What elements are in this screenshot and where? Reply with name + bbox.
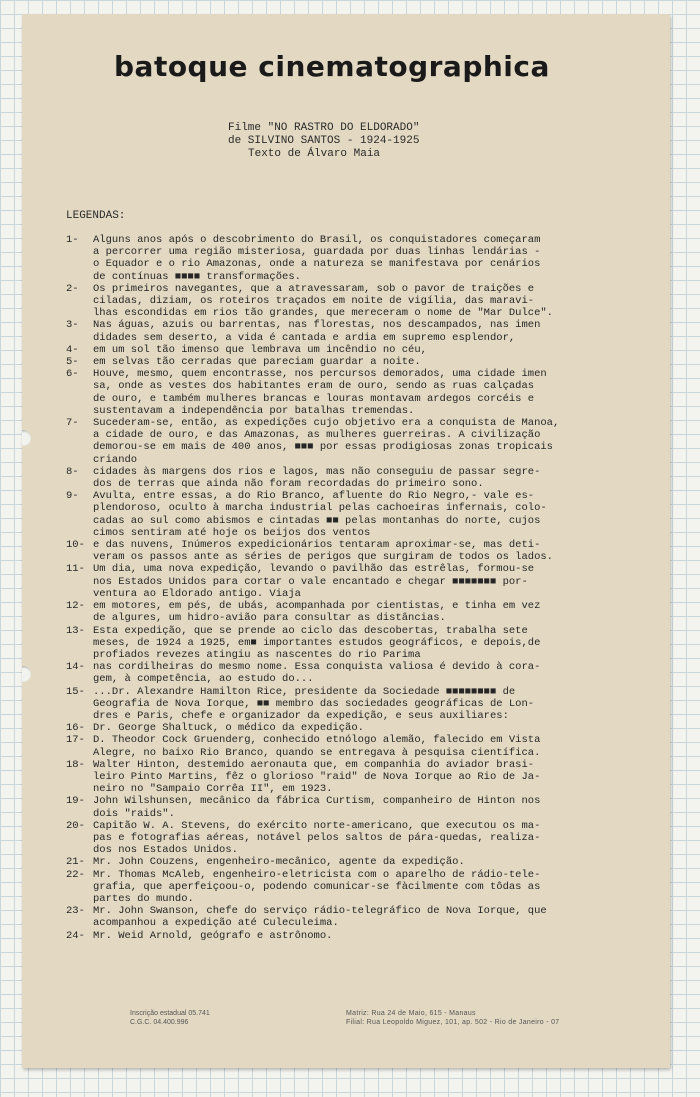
legenda-line: nos Estados Unidos para cortar o vale encantado e chegar ■■■■■■■ por-	[93, 575, 528, 588]
legenda-item	[66, 820, 662, 857]
legenda-line: plendoroso, oculto à marcha industrial pelas cachoeiras infernais, colo-	[93, 502, 547, 515]
legenda-line: D. Theodor Cock Gruenderg, conhecido etnólogo alemão, falecido em Vista	[93, 734, 541, 747]
legenda-text	[93, 905, 662, 929]
punch-hole	[22, 666, 31, 682]
legenda-line: cidades às margens dos rios e lagos, mas não conseguiu de passar segre-	[93, 465, 541, 478]
legenda-line: didades sem deserto, a vida é cantada e ardia em supremo esplendor,	[93, 331, 516, 344]
legenda-item	[66, 686, 662, 723]
legenda-line: de contínuas ■■■■ transformações.	[93, 270, 301, 283]
legenda-item	[66, 466, 662, 490]
legenda-text	[93, 820, 662, 857]
legenda-line: Geografia de Nova Iorque, ■■ membro das sociedades geográficas de Lon-	[93, 697, 535, 710]
film-header	[228, 122, 528, 161]
legenda-line: lhas escondidas em rios tão grandes, que mereceram o nome de "Mar Dulce".	[93, 307, 553, 320]
legenda-item	[66, 856, 662, 868]
legenda-line: a cidade de ouro, e das Amazonas, as mulheres guerreiras. A civilização	[93, 429, 541, 442]
legenda-line: Mr. Thomas McAleb, engenheiro-eletricista com o aparelho de rádio-tele-	[93, 868, 541, 881]
legenda-item	[66, 661, 662, 685]
legenda-text	[93, 344, 662, 356]
legenda-number: 23-	[66, 905, 85, 918]
legenda-line: em um sol tão imenso que lembrava um incêndio no céu,	[93, 343, 427, 356]
legenda-line: de algures, um hidro-avião para consultar as distâncias.	[93, 612, 446, 625]
legenda-line: em selvas tão cerradas que pareciam guardar a noite.	[93, 356, 421, 369]
legenda-text	[93, 563, 662, 600]
legenda-line: Esta expedição, que se prende ao ciclo das descobertas, trabalha sete	[93, 624, 528, 637]
legenda-line: grafia, que aperfeiçoou-o, podendo comunicar-se fàcilmente com tôdas as	[93, 880, 541, 893]
legenda-line: Mr. John Couzens, engenheiro-mecânico, agente da expedição.	[93, 856, 465, 869]
legenda-line: meses, de 1924 a 1925, em■ importantes estudos geográficos, e depois,de	[93, 636, 541, 649]
legenda-text	[93, 417, 662, 466]
legenda-line: cadas ao sul como abismos e cintadas ■■ pelas montanhas do norte, cujos	[93, 514, 541, 527]
legenda-line: acompanhou a expedição até Culeculeima.	[93, 917, 339, 930]
legenda-line: profiados revezes atingiu as nascentes do rio Parima	[93, 648, 421, 661]
legenda-number: 20-	[66, 819, 85, 832]
legenda-number: 4-	[66, 343, 79, 356]
legenda-text	[93, 722, 662, 734]
legenda-line: Os primeiros navegantes, que a atravessaram, sob o pavor de traições e	[93, 282, 535, 295]
legenda-line: dois "raids".	[93, 807, 175, 820]
legenda-number: 14-	[66, 661, 85, 674]
legenda-item	[66, 490, 662, 539]
legenda-line: sa, onde as vestes dos habitantes eram de ouro, sendo as ruas calçadas	[93, 380, 535, 393]
legenda-text	[93, 356, 662, 368]
legenda-number: 13-	[66, 624, 85, 637]
legenda-line: ciladas, diziam, os roteiros traçados em noite de vigília, das maravi-	[93, 295, 535, 308]
legenda-number: 19-	[66, 795, 85, 808]
legenda-line: Houve, mesmo, quem encontrasse, nos percursos demorados, uma cidade imen	[93, 368, 547, 381]
legendas-list	[66, 234, 662, 942]
legenda-line: neiro no "Sampaio Corrêa II", em 1923.	[93, 783, 333, 796]
footer-line: Matriz: Rua 24 de Maio, 615 - Manaus	[346, 1010, 476, 1017]
legenda-number: 12-	[66, 600, 85, 613]
film-director: de SILVINO SANTOS - 1924-1925	[228, 135, 420, 147]
legenda-item	[66, 869, 662, 906]
legenda-number: 15-	[66, 685, 85, 698]
legenda-text	[93, 661, 662, 685]
film-title: Filme "NO RASTRO DO ELDORADO"	[228, 122, 420, 134]
legenda-item	[66, 539, 662, 563]
legenda-line: dos de terras que ainda não foram recordadas do primeiro sono.	[93, 478, 484, 491]
legenda-number: 2-	[66, 282, 79, 295]
legenda-text	[93, 466, 662, 490]
legenda-line: veram os passos ante as séries de perigos que surgiram de todos os lados.	[93, 551, 553, 564]
legenda-line: John Wilshunsen, mecânico da fábrica Curtism, companheiro de Hinton nos	[93, 795, 541, 808]
legenda-item	[66, 930, 662, 942]
legenda-item	[66, 563, 662, 600]
legenda-text	[93, 930, 662, 942]
legenda-line: pas e fotografias aéreas, notável pelos saltos de pára-quedas, realiza-	[93, 831, 541, 844]
legenda-line: Nas águas, azuis ou barrentas, nas florestas, nos descampados, nas imen	[93, 319, 541, 332]
legenda-number: 10-	[66, 539, 85, 552]
legenda-item	[66, 625, 662, 662]
legenda-text	[93, 686, 662, 723]
legenda-item	[66, 905, 662, 929]
legenda-number: 11-	[66, 563, 85, 576]
letterhead: batoque cinematographica	[114, 50, 550, 83]
legenda-line: sustentavam a independência por batalhas tremendas.	[93, 404, 415, 417]
legenda-line: gem, à competência, ao estudo do...	[93, 673, 314, 686]
legenda-text	[93, 234, 662, 283]
legenda-line: Um dia, uma nova expedição, levando o pavilhão das estrêlas, formou-se	[93, 563, 535, 576]
legenda-item	[66, 344, 662, 356]
legenda-number: 22-	[66, 868, 85, 881]
legenda-line: Alguns anos após o descobrimento do Brasil, os conquistadores começaram	[93, 234, 541, 246]
legenda-number: 6-	[66, 368, 79, 381]
legenda-text	[93, 539, 662, 563]
legenda-text	[93, 869, 662, 906]
footer-line: Filial: Rua Leopoldo Miguez, 101, ap. 502 - Rio de Janeiro - 07	[346, 1019, 560, 1026]
legenda-item	[66, 795, 662, 819]
legenda-number: 17-	[66, 734, 85, 747]
legenda-text	[93, 734, 662, 758]
legenda-number: 3-	[66, 319, 79, 332]
legenda-line: Dr. George Shaltuck, o médico da expedição.	[93, 722, 364, 735]
legenda-line: Walter Hinton, destemido aeronauta que, em companhia do aviador brasi-	[93, 758, 535, 771]
legenda-line: dres e Paris, chefe e organizador da expedição, e seus auxiliares:	[93, 709, 509, 722]
legenda-line: Mr. Weid Arnold, geógrafo e astrônomo.	[93, 929, 333, 942]
legenda-item	[66, 600, 662, 624]
legenda-item	[66, 283, 662, 320]
legenda-text	[93, 490, 662, 539]
legendas-heading: LEGENDAS:	[66, 210, 126, 222]
legenda-line: e das nuvens, Inúmeros expedicionários tentaram aproximar-se, mas deti-	[93, 539, 541, 552]
legenda-text	[93, 368, 662, 417]
legenda-number: 7-	[66, 417, 79, 430]
legenda-line: Capitão W. A. Stevens, do exército norte-americano, que executou os ma-	[93, 819, 541, 832]
legenda-number: 24-	[66, 929, 85, 942]
legenda-line: ventura ao Eldorado antigo. Viaja	[93, 587, 301, 600]
legenda-number: 9-	[66, 490, 79, 503]
legenda-item	[66, 734, 662, 758]
legenda-line: demorou-se em mais de 400 anos, ■■■ por essas prodigiosas zonas tropicais	[93, 441, 553, 454]
footer-address	[346, 1009, 559, 1027]
legenda-line: partes do mundo.	[93, 892, 194, 905]
footer-line: Inscrição estadual 05.741	[130, 1010, 210, 1017]
legenda-text	[93, 319, 662, 343]
legenda-item	[66, 759, 662, 796]
legenda-line: Alegre, no baixo Rio Branco, quando se entregava à pesquisa científica.	[93, 746, 541, 759]
legenda-line: cimos sentiram até hoje os beijos dos ventos	[93, 526, 371, 539]
legenda-number: 21-	[66, 856, 85, 869]
legenda-item	[66, 722, 662, 734]
legenda-text	[93, 856, 662, 868]
film-author: Texto de Álvaro Maia	[248, 148, 381, 160]
legenda-number: 1-	[66, 234, 79, 246]
legenda-text	[93, 795, 662, 819]
legenda-text	[93, 283, 662, 320]
legenda-item	[66, 356, 662, 368]
document-sheet	[22, 14, 670, 1068]
legenda-text	[93, 759, 662, 796]
legenda-line: em motores, em pés, de ubás, acompanhada por cientistas, e tinha em vez	[93, 600, 541, 613]
legenda-line: ...Dr. Alexandre Hamilton Rice, presidente da Sociedade ■■■■■■■■ de	[93, 685, 516, 698]
legenda-line: Sucederam-se, então, as expedições cujo objetivo era a conquista de Manoa,	[93, 417, 560, 430]
legenda-number: 8-	[66, 465, 79, 478]
legenda-line: criando	[93, 453, 138, 466]
legenda-number: 18-	[66, 758, 85, 771]
footer-line: C.G.C. 04.400.996	[130, 1019, 189, 1026]
legenda-item	[66, 234, 662, 283]
legenda-line: de ouro, e também mulheres brancas e louras montavam ardegos corcéis e	[93, 392, 535, 405]
punch-hole	[22, 430, 31, 446]
legenda-text	[93, 625, 662, 662]
legenda-item	[66, 319, 662, 343]
legenda-line: o Equador e o rio Amazonas, onde a natureza se manifestava por cenários	[93, 258, 541, 271]
legenda-item	[66, 368, 662, 417]
legenda-line: a percorrer uma região misteriosa, guardada por duas linhas lendárias -	[93, 246, 541, 259]
legenda-line: Mr. John Swanson, chefe do serviço rádio-telegráfico de Nova Iorque, que	[93, 905, 547, 918]
legenda-number: 5-	[66, 356, 79, 369]
legenda-line: nas cordilheiras do mesmo nome. Essa conquista valiosa é devido à cora-	[93, 661, 541, 674]
legenda-line: leiro Pinto Martins, fêz o glorioso "raid" de Nova Iorque ao Rio de Ja-	[93, 770, 541, 783]
legenda-number: 16-	[66, 722, 85, 735]
footer-registration	[130, 1009, 210, 1027]
legenda-line: dos nos Estados Unidos.	[93, 844, 238, 857]
legenda-line: Avulta, entre essas, a do Rio Branco, afluente do Rio Negro,- vale es-	[93, 490, 535, 503]
legenda-text	[93, 600, 662, 624]
legenda-item	[66, 417, 662, 466]
